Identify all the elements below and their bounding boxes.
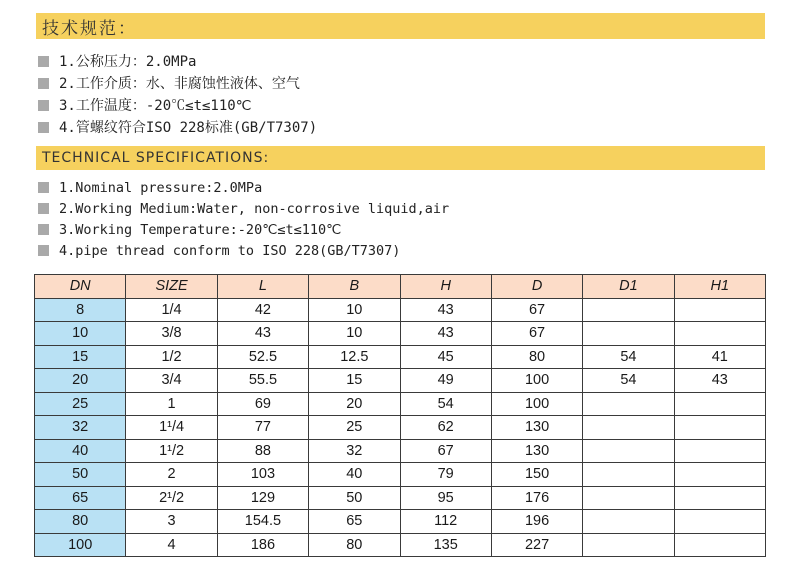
- table-row: [35, 322, 766, 346]
- cell-h1: [674, 322, 765, 346]
- cell-l: 55.5: [217, 369, 308, 393]
- cell-l: 69: [217, 392, 308, 416]
- cell-d1: [583, 486, 674, 510]
- cell-d1: 54: [583, 369, 674, 393]
- cell-h: 79: [400, 463, 491, 487]
- cell-l: 43: [217, 322, 308, 346]
- cell-l: 52.5: [217, 345, 308, 369]
- cell-size: 2¹/2: [126, 486, 217, 510]
- cell-dn: 40: [35, 439, 126, 463]
- cell-d: 67: [491, 298, 582, 322]
- square-bullet-icon: [38, 100, 49, 111]
- cell-h1: [674, 533, 765, 557]
- cell-d1: [583, 416, 674, 440]
- list-item: [38, 116, 317, 138]
- cell-l: 77: [217, 416, 308, 440]
- column-header-h: H: [400, 275, 491, 299]
- column-header-h1: H1: [674, 275, 765, 299]
- cell-b: 25: [309, 416, 400, 440]
- en-spec-list: [38, 177, 449, 261]
- cell-dn: 8: [35, 298, 126, 322]
- cell-size: 1/2: [126, 345, 217, 369]
- cell-h1: [674, 463, 765, 487]
- cell-h: 95: [400, 486, 491, 510]
- cell-l: 186: [217, 533, 308, 557]
- cell-h1: [674, 416, 765, 440]
- cell-dn: 20: [35, 369, 126, 393]
- spec-text: 4.pipe thread conform to ISO 228(GB/T7307): [59, 242, 401, 259]
- cell-d1: [583, 322, 674, 346]
- table-row: [35, 533, 766, 557]
- cell-b: 65: [309, 510, 400, 534]
- cell-b: 80: [309, 533, 400, 557]
- table-row: [35, 298, 766, 322]
- spec-text: 1.Nominal pressure:2.0MPa: [59, 179, 263, 196]
- cell-d1: [583, 510, 674, 534]
- cell-b: 10: [309, 298, 400, 322]
- square-bullet-icon: [38, 78, 49, 89]
- column-header-d: D: [491, 275, 582, 299]
- table-row: [35, 486, 766, 510]
- cell-dn: 100: [35, 533, 126, 557]
- cn-spec-list: [38, 50, 317, 138]
- cell-h: 112: [400, 510, 491, 534]
- cell-d: 100: [491, 369, 582, 393]
- cell-size: 3/4: [126, 369, 217, 393]
- cell-d1: [583, 439, 674, 463]
- cell-b: 50: [309, 486, 400, 510]
- cell-h: 43: [400, 322, 491, 346]
- square-bullet-icon: [38, 182, 49, 193]
- cell-size: 1¹/2: [126, 439, 217, 463]
- cell-size: 1: [126, 392, 217, 416]
- cell-size: 4: [126, 533, 217, 557]
- table-row: [35, 510, 766, 534]
- cell-d1: 54: [583, 345, 674, 369]
- table-row: [35, 439, 766, 463]
- column-header-dn: DN: [35, 275, 126, 299]
- square-bullet-icon: [38, 122, 49, 133]
- spec-text: 4.管螺纹符合ISO 228标准(GB/T7307): [59, 120, 318, 136]
- table-row: [35, 369, 766, 393]
- cell-d: 176: [491, 486, 582, 510]
- list-item: [38, 177, 449, 198]
- table-header-row: [35, 275, 766, 299]
- spec-text: 3.Working Temperature:-20℃≤t≤110℃: [59, 221, 342, 238]
- cell-dn: 10: [35, 322, 126, 346]
- table-row: [35, 345, 766, 369]
- square-bullet-icon: [38, 224, 49, 235]
- cell-d: 100: [491, 392, 582, 416]
- cell-d: 227: [491, 533, 582, 557]
- cell-h1: [674, 392, 765, 416]
- cell-b: 10: [309, 322, 400, 346]
- cell-h: 54: [400, 392, 491, 416]
- cell-d: 67: [491, 322, 582, 346]
- cell-d1: [583, 392, 674, 416]
- table-body: [35, 298, 766, 557]
- cell-h: 67: [400, 439, 491, 463]
- cell-l: 88: [217, 439, 308, 463]
- cell-d1: [583, 533, 674, 557]
- cell-h: 62: [400, 416, 491, 440]
- cell-d: 130: [491, 439, 582, 463]
- cell-h1: [674, 439, 765, 463]
- cell-size: 3/8: [126, 322, 217, 346]
- column-header-l: L: [217, 275, 308, 299]
- cell-dn: 25: [35, 392, 126, 416]
- cell-h: 135: [400, 533, 491, 557]
- cell-size: 3: [126, 510, 217, 534]
- cell-l: 154.5: [217, 510, 308, 534]
- cell-dn: 15: [35, 345, 126, 369]
- cell-d1: [583, 463, 674, 487]
- square-bullet-icon: [38, 245, 49, 256]
- dimensions-table: [34, 274, 766, 557]
- table-row: [35, 463, 766, 487]
- cell-l: 103: [217, 463, 308, 487]
- column-header-b: B: [309, 275, 400, 299]
- cell-d1: [583, 298, 674, 322]
- spec-text: 1.公称压力：2.0MPa: [59, 54, 197, 70]
- list-item: [38, 240, 449, 261]
- cell-d: 80: [491, 345, 582, 369]
- cell-h1: 41: [674, 345, 765, 369]
- cell-size: 1/4: [126, 298, 217, 322]
- cell-dn: 32: [35, 416, 126, 440]
- en-section-title: TECHNICAL SPECIFICATIONS:: [36, 146, 765, 170]
- cell-l: 129: [217, 486, 308, 510]
- list-item: [38, 94, 317, 116]
- spec-text: 2.工作介质：水、非腐蚀性液体、空气: [59, 76, 300, 92]
- list-item: [38, 219, 449, 240]
- cell-b: 32: [309, 439, 400, 463]
- cell-b: 12.5: [309, 345, 400, 369]
- table-row: [35, 392, 766, 416]
- cell-d: 196: [491, 510, 582, 534]
- square-bullet-icon: [38, 56, 49, 67]
- cell-h1: 43: [674, 369, 765, 393]
- cell-dn: 80: [35, 510, 126, 534]
- list-item: [38, 72, 317, 94]
- cell-h1: [674, 486, 765, 510]
- cell-h: 49: [400, 369, 491, 393]
- cell-dn: 65: [35, 486, 126, 510]
- cell-d: 150: [491, 463, 582, 487]
- cell-h1: [674, 298, 765, 322]
- cell-h: 43: [400, 298, 491, 322]
- cell-h: 45: [400, 345, 491, 369]
- spec-text: 2.Working Medium:Water, non-corrosive liquid,air: [59, 200, 450, 217]
- spec-text: 3.工作温度：-20℃≤t≤110℃: [59, 98, 252, 114]
- column-header-size: SIZE: [126, 275, 217, 299]
- cell-d: 130: [491, 416, 582, 440]
- cell-h1: [674, 510, 765, 534]
- cn-section-title: 技术规范：: [36, 13, 765, 39]
- cell-size: 2: [126, 463, 217, 487]
- cell-b: 40: [309, 463, 400, 487]
- square-bullet-icon: [38, 203, 49, 214]
- list-item: [38, 198, 449, 219]
- cell-b: 15: [309, 369, 400, 393]
- cell-b: 20: [309, 392, 400, 416]
- table-row: [35, 416, 766, 440]
- cell-l: 42: [217, 298, 308, 322]
- cell-size: 1¹/4: [126, 416, 217, 440]
- column-header-d1: D1: [583, 275, 674, 299]
- cell-dn: 50: [35, 463, 126, 487]
- list-item: [38, 50, 317, 72]
